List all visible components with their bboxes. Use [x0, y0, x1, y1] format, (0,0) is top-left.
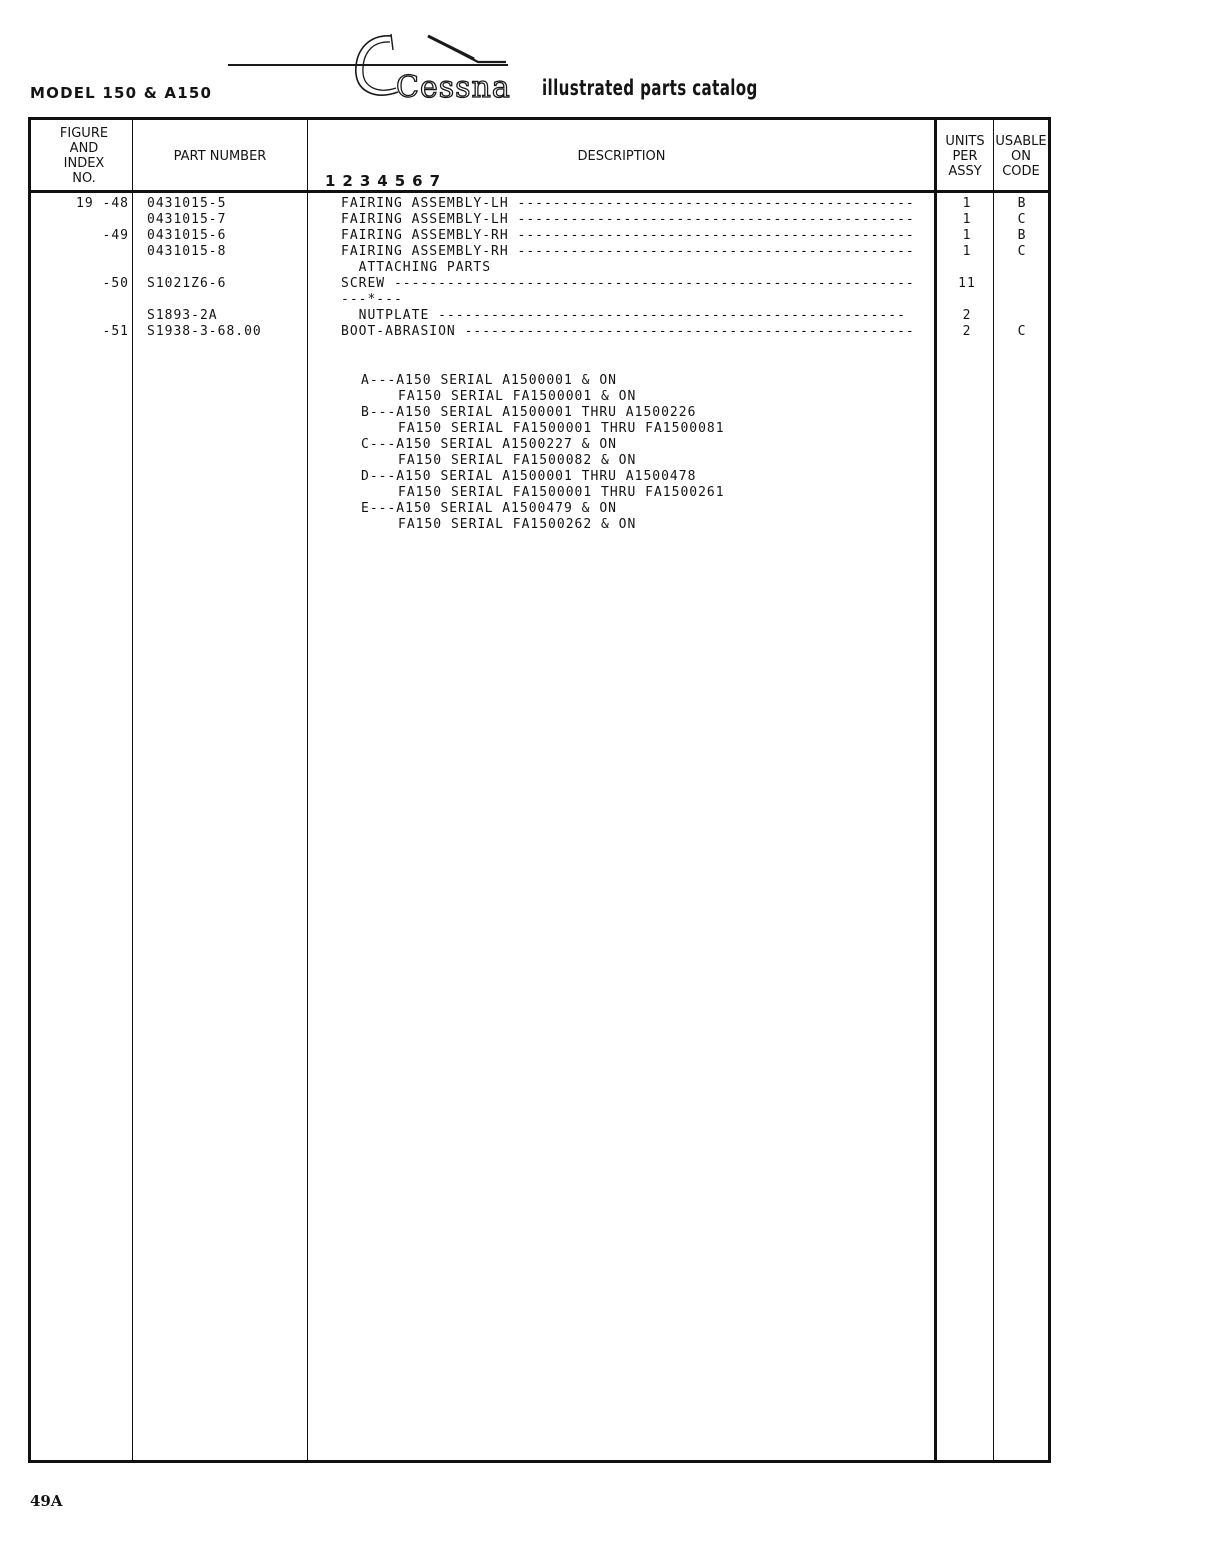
- units-per-assy: 1: [962, 244, 972, 259]
- usable-code-notes: [361, 373, 725, 533]
- page-number: 49A: [30, 1492, 63, 1510]
- note-line: FA150 SERIAL FA1500262 & ON: [398, 517, 637, 532]
- table-row: [31, 308, 1048, 324]
- description: ATTACHING PARTS: [341, 260, 492, 275]
- units-column-header: UNITS PER ASSY: [945, 134, 985, 179]
- usable-code: C: [1017, 244, 1027, 259]
- note-line: E---A150 SERIAL A1500479 & ON: [361, 501, 617, 516]
- part-number: S1021Z6-6: [147, 276, 227, 291]
- table-row: [31, 228, 1048, 244]
- description: FAIRING ASSEMBLY-LH ---------------------------------------------: [341, 212, 915, 227]
- note-line: FA150 SERIAL FA1500001 THRU FA1500261: [398, 485, 725, 500]
- part-number: 0431015-7: [147, 212, 227, 227]
- units-per-assy: 1: [962, 212, 972, 227]
- figure-index: -50: [102, 276, 129, 291]
- description-column-header: DESCRIPTION: [577, 149, 666, 164]
- part-number: S1938-3-68.00: [147, 324, 262, 339]
- note-line: A---A150 SERIAL A1500001 & ON: [361, 373, 617, 388]
- part-number-column-header: PART NUMBER: [173, 149, 267, 164]
- note-line: D---A150 SERIAL A1500001 THRU A1500478: [361, 469, 697, 484]
- usable-code: B: [1017, 196, 1027, 211]
- part-number: 0431015-6: [147, 228, 227, 243]
- table-row: [31, 260, 1048, 276]
- note-line: FA150 SERIAL FA1500082 & ON: [398, 453, 637, 468]
- note-line: FA150 SERIAL FA1500001 & ON: [398, 389, 637, 404]
- table-row: [31, 324, 1048, 340]
- description: ---*---: [341, 292, 403, 307]
- model-title: MODEL 150 & A150: [30, 84, 213, 102]
- figure-index: -49: [102, 228, 129, 243]
- indent-level-digits: 1234567: [325, 172, 448, 190]
- units-per-assy: 2: [962, 308, 972, 323]
- header-rule: [31, 190, 1048, 193]
- table-row: [31, 212, 1048, 228]
- description: BOOT-ABRASION ---------------------------------------------------: [341, 324, 915, 339]
- description: FAIRING ASSEMBLY-RH ---------------------------------------------: [341, 228, 915, 243]
- units-per-assy: 1: [962, 228, 972, 243]
- description: SCREW -----------------------------------------------------------: [341, 276, 915, 291]
- usable-code: C: [1017, 324, 1027, 339]
- part-number: 0431015-5: [147, 196, 227, 211]
- note-line: B---A150 SERIAL A1500001 THRU A1500226: [361, 405, 697, 420]
- usable-code: B: [1017, 228, 1027, 243]
- catalog-title: illustrated parts catalog: [542, 76, 758, 100]
- usable-column-header: USABLE ON CODE: [995, 134, 1047, 179]
- note-line: C---A150 SERIAL A1500227 & ON: [361, 437, 617, 452]
- units-per-assy: 2: [962, 324, 972, 339]
- brand-name: Cessna: [396, 70, 511, 105]
- part-number: 0431015-8: [147, 244, 227, 259]
- table-row: [31, 244, 1048, 260]
- note-line: FA150 SERIAL FA1500001 THRU FA1500081: [398, 421, 725, 436]
- description: FAIRING ASSEMBLY-RH ---------------------------------------------: [341, 244, 915, 259]
- part-number: S1893-2A: [147, 308, 218, 323]
- table-row: [31, 196, 1048, 212]
- units-per-assy: 1: [962, 196, 972, 211]
- usable-code: C: [1017, 212, 1027, 227]
- units-per-assy: 11: [958, 276, 976, 291]
- figure-column-header: FIGURE AND INDEX NO.: [59, 126, 109, 186]
- table-row: [31, 276, 1048, 292]
- description: FAIRING ASSEMBLY-LH ---------------------------------------------: [341, 196, 915, 211]
- table-row: [31, 292, 1048, 308]
- description: NUTPLATE -----------------------------------------------------: [341, 308, 906, 323]
- figure-index: 19 -48: [76, 196, 129, 211]
- parts-table: [28, 117, 1051, 1463]
- figure-index: -51: [102, 324, 129, 339]
